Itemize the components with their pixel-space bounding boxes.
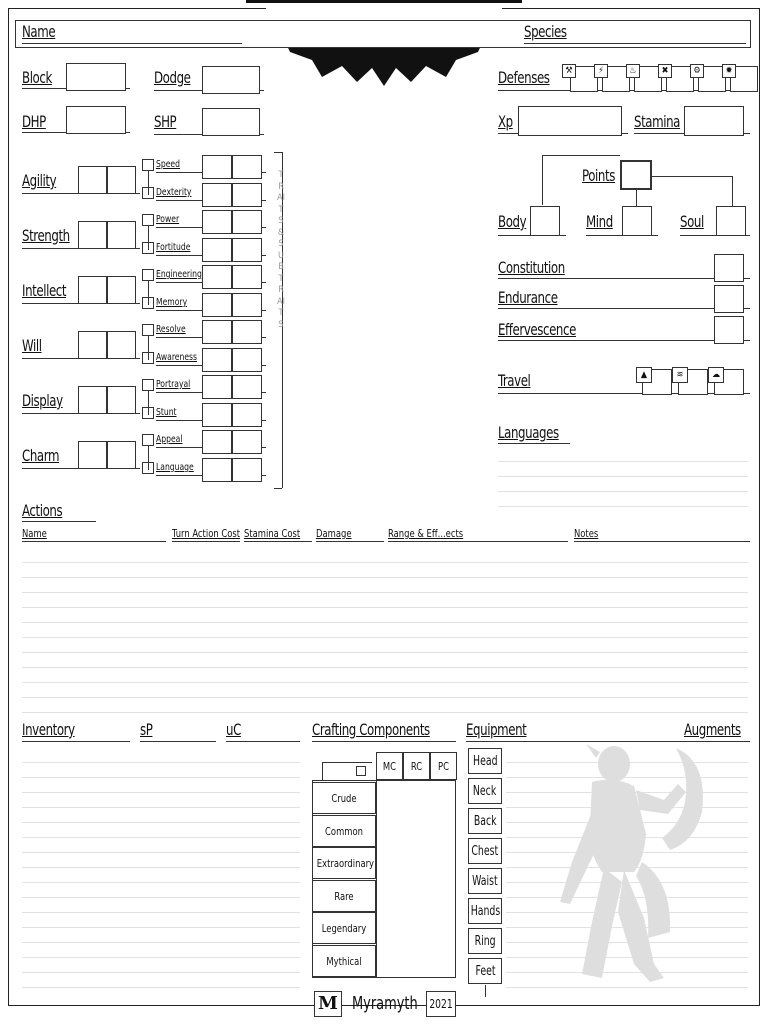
name-label: Name: [22, 22, 56, 41]
footer-year: 2021: [429, 997, 453, 1011]
trait-label: Agility: [22, 171, 57, 190]
land-icon: ▲: [636, 367, 652, 383]
trait-box-b[interactable]: [107, 386, 136, 414]
subtrait-box-b[interactable]: [232, 210, 262, 234]
subtrait-box-b[interactable]: [232, 265, 262, 289]
trait-label: Will: [22, 336, 42, 355]
subtrait-check[interactable]: [142, 379, 154, 391]
action-column-underline: [244, 541, 312, 542]
effervescence-box[interactable]: [714, 316, 744, 344]
inventory-underline: [22, 741, 130, 742]
actions-title-underline: [22, 521, 96, 522]
subtrait-box-b[interactable]: [232, 348, 262, 372]
equipment-slot[interactable]: [468, 868, 502, 894]
subtrait-connector: [148, 391, 149, 415]
uc-label: uC: [226, 720, 241, 739]
inventory-title: Inventory: [22, 720, 75, 739]
languages-underline: [498, 443, 570, 444]
endurance-label: Endurance: [498, 288, 558, 307]
actions-lines[interactable]: [22, 548, 748, 713]
shp-box[interactable]: [202, 108, 260, 136]
effervescence-label: Effervescence: [498, 320, 576, 339]
species-field[interactable]: [524, 43, 746, 44]
subtrait-box-b[interactable]: [232, 320, 262, 344]
subtrait-box-a[interactable]: [202, 155, 232, 179]
travel-label: Travel: [498, 371, 531, 390]
subtrait-connector: [148, 446, 149, 470]
equipment-slot-label: Feet: [475, 963, 495, 979]
defenses-label: Defenses: [498, 68, 550, 87]
xp-label: Xp: [498, 112, 513, 131]
subtrait-box-a[interactable]: [202, 458, 232, 482]
constitution-label: Constitution: [498, 258, 565, 277]
trait-label: Intellect: [22, 281, 67, 300]
subtrait-connector: [148, 336, 149, 360]
constitution-underline: [498, 278, 750, 279]
augments-title: Augments: [684, 720, 741, 739]
subtrait-check[interactable]: [142, 434, 154, 446]
sp-label: sP: [140, 720, 153, 739]
equipment-slot-label: Waist: [472, 873, 498, 889]
rarity-label: Common: [325, 824, 363, 838]
trait-box-b[interactable]: [107, 276, 136, 304]
action-column-underline: [574, 541, 750, 542]
rarity-label: Legendary: [321, 922, 367, 935]
endurance-underline: [498, 308, 750, 309]
constitution-box[interactable]: [714, 254, 744, 282]
crafting-column-header: PC: [438, 760, 449, 773]
equipment-slot-label: Head: [472, 753, 498, 769]
subtrait-box-a[interactable]: [202, 430, 232, 454]
soul-label: Soul: [680, 212, 704, 231]
equipment-slot[interactable]: [468, 928, 502, 954]
subtrait-box-b[interactable]: [232, 403, 262, 427]
trait-box-b[interactable]: [107, 166, 136, 194]
subtrait-box-b[interactable]: [232, 183, 262, 207]
action-column-underline: [172, 541, 240, 542]
fire-icon: ♨: [626, 64, 640, 78]
action-column-header: Notes: [574, 527, 599, 540]
character-silhouette: [552, 742, 712, 987]
action-column-underline: [316, 541, 384, 542]
inventory-lines[interactable]: [22, 748, 300, 988]
name-field[interactable]: [22, 43, 242, 44]
action-column-header: Damage: [316, 527, 352, 540]
equipment-slot-label: Back: [473, 813, 497, 829]
subtrait-label: Fortitude: [156, 242, 191, 253]
subtrait-box-a[interactable]: [202, 183, 232, 207]
points-connector-left: [542, 155, 620, 156]
trait-box-a[interactable]: [78, 386, 107, 414]
equipment-title: Equipment: [466, 720, 527, 739]
air-icon: ☁: [708, 367, 724, 383]
actions-title: Actions: [22, 501, 63, 520]
subtrait-connector: [148, 281, 149, 305]
traits-bracket-bottom: [274, 488, 282, 489]
action-column-header: Turn Action Cost: [172, 527, 241, 540]
subtrait-box-a[interactable]: [202, 375, 232, 399]
trait-box-a[interactable]: [78, 276, 107, 304]
subtrait-label: Appeal: [156, 434, 183, 445]
trait-label: Strength: [22, 226, 70, 245]
lightning-icon: ⚡: [594, 64, 608, 78]
rarity-label: Crude: [331, 792, 357, 805]
subtrait-box-b[interactable]: [232, 458, 262, 482]
rarity-label: Mythical: [326, 954, 362, 968]
equipment-slot[interactable]: [468, 898, 502, 924]
subtrait-box-a[interactable]: [202, 265, 232, 289]
pierce-icon: ✖: [658, 64, 672, 78]
subtrait-label: Memory: [156, 297, 188, 308]
points-connector-mid-drop: [636, 190, 637, 206]
dhp-box[interactable]: [66, 106, 126, 134]
dodge-box[interactable]: [202, 66, 260, 94]
subtrait-label: Engineering: [156, 269, 202, 280]
subtrait-box-b[interactable]: [232, 375, 262, 399]
shp-label: SHP: [154, 112, 177, 131]
subtrait-box-a[interactable]: [202, 238, 232, 262]
mental-icon: ✹: [722, 64, 736, 78]
equipment-slot-label: Neck: [473, 783, 497, 799]
uc-field[interactable]: [226, 741, 300, 742]
body-box[interactable]: [530, 206, 560, 236]
points-connector-right: [652, 176, 732, 177]
action-column-underline: [388, 541, 568, 542]
points-connector-left-drop: [542, 155, 543, 205]
subtrait-label: Portrayal: [156, 379, 191, 390]
equipment-slot-label: Ring: [474, 933, 496, 949]
action-column-header: Name: [22, 527, 47, 540]
languages-lines[interactable]: [498, 447, 748, 507]
equipment-slot-label: Hands: [470, 903, 500, 919]
travel-underline: [498, 393, 750, 394]
rarity-label: Rare: [334, 889, 354, 903]
stamina-box[interactable]: [684, 106, 744, 136]
action-column-underline: [22, 541, 166, 542]
subtrait-box-b[interactable]: [232, 238, 262, 262]
subtrait-check[interactable]: [142, 214, 154, 226]
subtrait-box-a[interactable]: [202, 210, 232, 234]
endurance-box[interactable]: [714, 285, 744, 313]
subtrait-label: Dexterity: [156, 187, 192, 198]
cog-icon: ⚙: [690, 64, 704, 78]
subtrait-box-a[interactable]: [202, 320, 232, 344]
block-box[interactable]: [66, 63, 126, 91]
subtrait-connector: [148, 226, 149, 250]
subtrait-box-a[interactable]: [202, 293, 232, 317]
mind-box[interactable]: [622, 206, 652, 236]
subtrait-label: Stunt: [156, 407, 177, 418]
trait-box-b[interactable]: [107, 331, 136, 359]
crafting-title: Crafting Components: [312, 720, 430, 739]
crafting-underline: [312, 741, 456, 742]
subtrait-box-a[interactable]: [202, 348, 232, 372]
trait-label: Charm: [22, 446, 60, 465]
equipment-slot[interactable]: [468, 958, 502, 984]
action-column-header: Range & Eff...ects: [388, 527, 464, 540]
sp-field[interactable]: [140, 741, 216, 742]
subtrait-box-b[interactable]: [232, 293, 262, 317]
crafting-column-header: MC: [382, 760, 397, 773]
equipment-tail: [485, 985, 486, 997]
footer-logo: M: [318, 993, 338, 1014]
dodge-label: Dodge: [154, 68, 191, 87]
subtrait-label: Power: [156, 214, 180, 225]
equipment-slot[interactable]: [468, 748, 502, 774]
crafting-key-box: [356, 766, 366, 776]
xp-box[interactable]: [518, 106, 622, 136]
subtrait-label: Language: [156, 462, 194, 473]
points-box[interactable]: [620, 160, 652, 190]
footer-brand: Myramyth: [352, 993, 418, 1014]
soul-box[interactable]: [716, 206, 746, 236]
water-icon: ≋: [672, 367, 688, 383]
subtrait-check[interactable]: [142, 324, 154, 336]
crafting-bracket-left: [322, 762, 323, 780]
trait-label: Display: [22, 391, 63, 410]
slash-icon: ⚒: [562, 64, 576, 78]
subtrait-box-a[interactable]: [202, 403, 232, 427]
species-label: Species: [524, 22, 567, 41]
equipment-slot[interactable]: [468, 838, 502, 864]
equipment-slot[interactable]: [468, 778, 502, 804]
subtrait-label: Speed: [156, 159, 180, 170]
points-connector-right-drop: [732, 176, 733, 206]
languages-label: Languages: [498, 423, 559, 442]
subtrait-check[interactable]: [142, 159, 154, 171]
stamina-label: Stamina: [634, 112, 680, 131]
crafting-header-line: [312, 780, 456, 781]
mind-label: Mind: [586, 212, 613, 231]
block-label: Block: [22, 68, 52, 87]
dhp-label: DHP: [22, 112, 46, 131]
action-column-header: Stamina Cost: [244, 527, 301, 540]
rarity-label: Extraordinary: [316, 857, 375, 870]
trait-box-b[interactable]: [107, 441, 136, 469]
subtrait-check[interactable]: [142, 269, 154, 281]
trait-box-b[interactable]: [107, 221, 136, 249]
subtrait-box-b[interactable]: [232, 155, 262, 179]
trait-box-a[interactable]: [78, 441, 107, 469]
trait-box-a[interactable]: [78, 221, 107, 249]
subtrait-box-b[interactable]: [232, 430, 262, 454]
effervescence-underline: [498, 340, 750, 341]
points-label: Points: [582, 166, 615, 185]
crafting-bracket-top: [322, 762, 372, 763]
crafting-column-header: RC: [410, 760, 423, 773]
traits-vertical-text: TRAITS & SUBTRAITS: [277, 170, 287, 330]
subtrait-label: Awareness: [156, 352, 198, 363]
subtrait-label: Resolve: [156, 324, 186, 335]
subtrait-connector: [148, 171, 149, 195]
trait-box-a[interactable]: [78, 331, 107, 359]
crafting-divider: [376, 780, 377, 978]
equipment-slot-label: Chest: [471, 843, 499, 859]
trait-box-a[interactable]: [78, 166, 107, 194]
equipment-slot[interactable]: [468, 808, 502, 834]
traits-bracket-top: [274, 152, 282, 153]
body-label: Body: [498, 212, 527, 231]
